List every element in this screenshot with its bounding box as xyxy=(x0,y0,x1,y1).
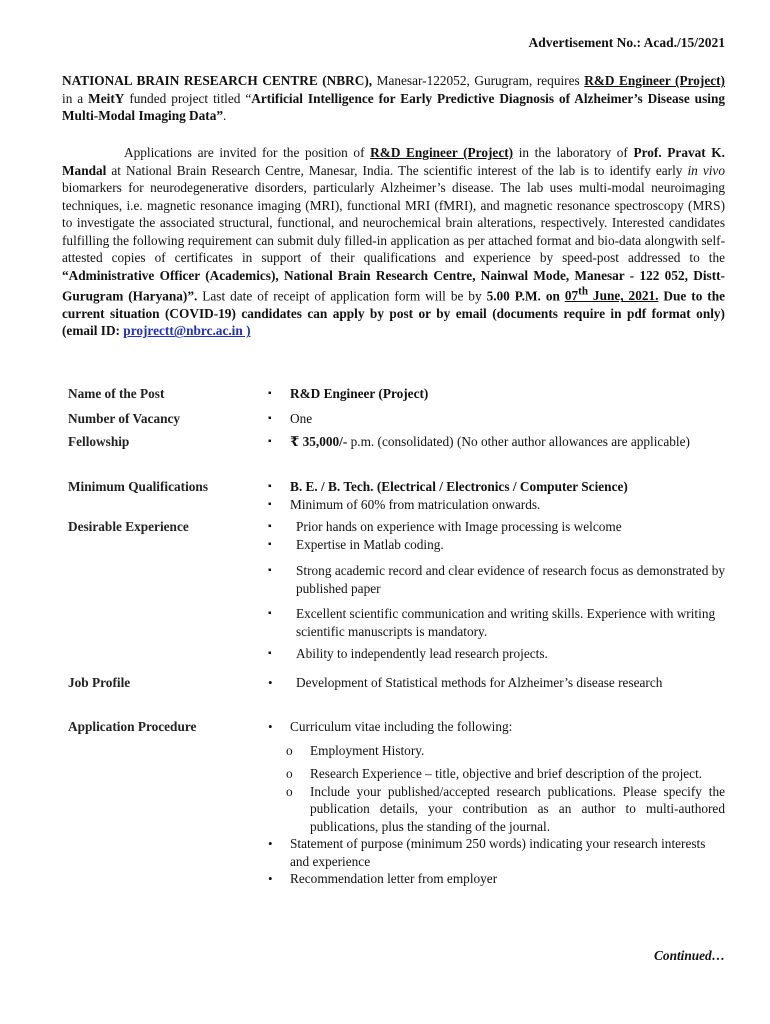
post-title: R&D Engineer (Project) xyxy=(584,73,725,88)
bullet-square-icon: ▪ xyxy=(268,521,272,532)
label-vacancy: Number of Vacancy xyxy=(68,411,181,426)
label-application-procedure: Application Procedure xyxy=(68,719,197,734)
bullet-dot-icon: • xyxy=(268,719,273,734)
bullet-circle-icon: o xyxy=(286,766,293,781)
label-desirable-experience: Desirable Experience xyxy=(68,519,189,534)
bullet-circle-icon: o xyxy=(286,783,293,799)
email-link[interactable]: projrectt@nbrc.ac.in ) xyxy=(123,323,251,339)
project-title: Artificial Intelligence for Early Predictive Diagnosis of Alzheimer’s Disease using Multi-Modal Imaging Data” xyxy=(62,90,725,123)
label-fellowship: Fellowship xyxy=(68,434,130,449)
deadline-time: 5.00 P.M. on xyxy=(486,288,565,304)
funder: MeitY xyxy=(88,90,125,106)
continued-note: Continued… xyxy=(654,948,725,963)
deadline-date: 07th June, 2021. xyxy=(564,286,659,304)
postal-address: “Administrative Officer (Academics), National Brain Research Centre, Nainwal Mode, Manesar - 122 052, Distt- Gurugram (Haryana)”. xyxy=(62,267,725,304)
label-post-name: Name of the Post xyxy=(68,386,165,401)
covid-note: Due to the current situation (COVID-19) candidates can apply by post or by email (documents require in pdf format only) (email ID: xyxy=(62,288,726,339)
bullet-dot-icon: • xyxy=(268,675,273,690)
intro-paragraph: NATIONAL BRAIN RESEARCH CENTRE (NBRC), Manesar-122052, Gurugram, requires R&D Engineer (Project) in a MeitY funded project titled “Artificial Intelligence for Early Predictive Diagnosis of Alzheimer’s Disease using Multi-Modal Imaging Data”. xyxy=(62,73,725,123)
professor-name: Prof. Pravat K. Mandal xyxy=(62,145,725,178)
bullet-square-icon: ▪ xyxy=(268,538,272,550)
bullet-square-icon: ▪ xyxy=(268,565,272,576)
bullet-circle-icon: o xyxy=(286,742,293,758)
bullet-dot-icon: • xyxy=(268,871,273,886)
bullet-square-icon: ▪ xyxy=(268,481,272,492)
label-min-qualifications: Minimum Qualifications xyxy=(68,479,208,494)
bullet-square-icon: ▪ xyxy=(268,388,272,399)
advertisement-number: Advertisement No.: Acad./15/2021 xyxy=(528,35,725,50)
bullet-dot-icon: • xyxy=(268,836,273,851)
label-job-profile: Job Profile xyxy=(68,675,131,690)
bullet-square-icon: ▪ xyxy=(268,648,272,659)
body-paragraph: Applications are invited for the position of R&D Engineer (Project) in the laboratory of Prof. Pravat K. Mandal at National Brain Research Centre, Manesar, India. The scientific interest of the lab is to identify early in vivo biomarkers for neurodegenerative disorders, particularly Alzheimer’s disease. The lab uses multi-modal neuroimaging techniques, i.e. magnetic resonance imaging (MRI), functional MRI (fMRI), and magnetic resonance spectroscopy (MRS) to investigate the associated structural, functional, and neurochemical brain alterations, respectively. Interested candidates fulfilling the following requirement can submit duly filled-in application as per attached format and bio-data alongwith self-attested copies of certificates in support of their qualifications and experience by speed-post addressed to the “Administrative Officer (Academics), National Brain Research Centre, Nainwal Mode, Manesar - 122 052, Distt- Gurugram (Haryana)”. Last date of receipt of application form will be by 5.00 P.M. on 07th June, 2021. Due to the current situation (COVID-19) candidates can apply by post or by email (documents require in pdf format only) (email ID: projrectt@nbrc.ac.in ) xyxy=(62,145,726,339)
bullet-square-icon: ▪ xyxy=(268,498,272,510)
org-name: NATIONAL BRAIN RESEARCH CENTRE (NBRC), xyxy=(62,73,373,88)
bullet-square-icon: ▪ xyxy=(268,413,272,424)
bullet-square-icon: ▪ xyxy=(268,436,272,447)
bullet-square-icon: ▪ xyxy=(268,608,272,619)
post-title-inline: R&D Engineer (Project) xyxy=(370,145,514,160)
